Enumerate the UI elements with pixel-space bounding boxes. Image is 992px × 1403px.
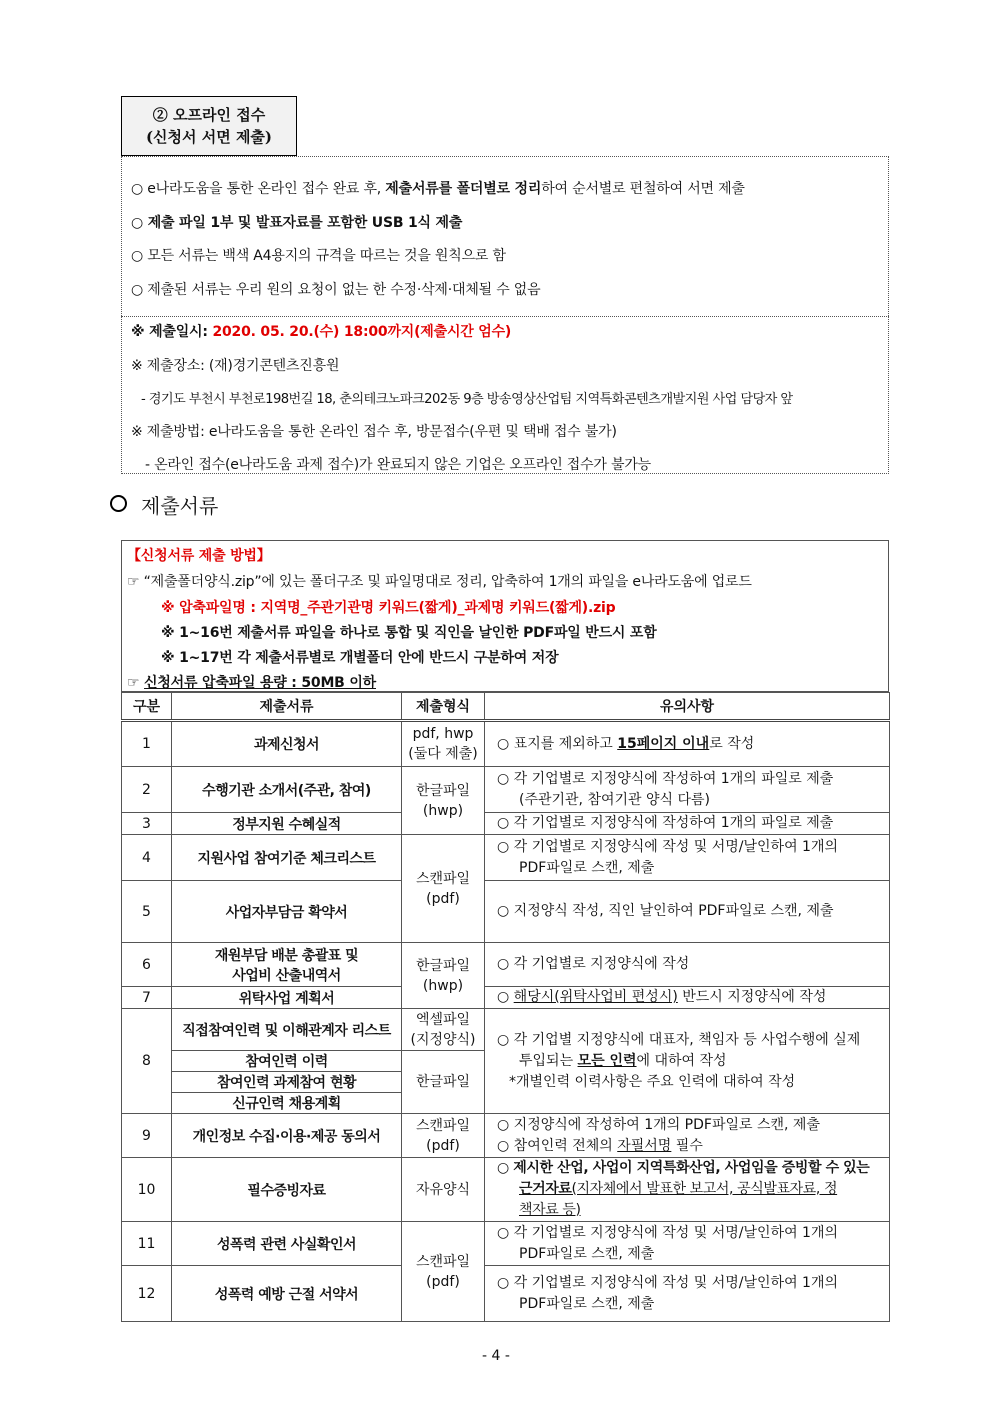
doc-name: 참여인력 과제참여 현황 (172, 1072, 402, 1093)
circle-bullet-icon (110, 495, 127, 512)
doc-name: 신규인력 채용계획 (172, 1093, 402, 1114)
doc-note: ○ 각 기업별로 지정양식에 작성 및 서명/날인하여 1개의 PDF파일로 스캔, 제출 (485, 835, 890, 881)
doc-format: 한글파일 (hwp) (402, 767, 485, 835)
method-label: ※ 제출방법: e나라도움을 통한 온라인 접수 후, 방문접수(우편 및 택배 접수 불가) (131, 424, 617, 440)
row-no: 4 (122, 835, 172, 881)
doc-name: 위탁사업 계획서 (172, 987, 402, 1009)
doc-format: 스캔파일 (pdf) (402, 835, 485, 943)
row-no: 1 (122, 721, 172, 767)
section-heading: 제출서류 (110, 490, 218, 519)
doc-name: 필수증빙자료 (172, 1158, 402, 1222)
method-line-5: ☞ 신청서류 압축파일 용량 : 50MB 이하 (127, 675, 376, 691)
row-no: 5 (122, 881, 172, 943)
offline-title-box (121, 96, 297, 156)
header-no: 구분 (122, 693, 172, 721)
doc-name: 과제신청서 (172, 721, 402, 767)
doc-note: ○ 각 기업별로 지정양식에 작성 및 서명/날인하여 1개의 PDF파일로 스캔, 제출 (485, 1266, 890, 1322)
place-label: ※ 제출장소: (재)경기콘텐츠진흥원 (131, 358, 340, 374)
table-row (122, 987, 890, 1009)
row-no: 6 (122, 943, 172, 987)
doc-format: pdf, hwp (둘다 제출) (402, 721, 485, 767)
page-number: - 4 - (482, 1348, 510, 1364)
doc-format: 한글파일 (402, 1051, 485, 1114)
doc-name: 직접참여인력 및 이해관계자 리스트 (172, 1009, 402, 1051)
table-row (122, 1114, 890, 1158)
row-no: 8 (122, 1009, 172, 1114)
table-row (122, 767, 890, 813)
doc-name: 성폭력 예방 근절 서약서 (172, 1266, 402, 1322)
doc-name: 개인정보 수집·이용·제공 동의서 (172, 1114, 402, 1158)
table-row (122, 943, 890, 987)
deadline: ※ 제출일시: 2020. 05. 20.(수) 18:00까지(제출시간 엄수) (131, 324, 512, 340)
offline-title-line1: ② 오프라인 접수 (152, 106, 266, 124)
row-no: 2 (122, 767, 172, 813)
header-doc: 제출서류 (172, 693, 402, 721)
doc-note: ○ 제시한 산업, 사업이 지역특화산업, 사업임을 증빙할 수 있는 근거자료(지자체에서 발표한 보고서, 공식발표자료, 정 책자료 등) (485, 1158, 890, 1222)
doc-note: ○ 각 기업별로 지정양식에 작성하여 1개의 파일로 제출 (주관기관, 참여기관 양식 다름) (485, 767, 890, 813)
doc-note: ○ 해당시(위탁사업비 편성시) 반드시 지정양식에 작성 (485, 987, 890, 1009)
doc-name: 참여인력 이력 (172, 1051, 402, 1072)
row-no: 12 (122, 1266, 172, 1322)
method-line-2: ※ 압축파일명 : 지역명_주관기관명 키워드(짧게)_과제명 키워드(짧게).zip (161, 600, 616, 616)
doc-format: 엑셀파일 (지정양식) (402, 1009, 485, 1051)
table-row (122, 835, 890, 881)
offline-item-1: ○ e나라도움을 통한 온라인 접수 완료 후, 제출서류를 폴더별로 정리하여 순서별로 편철하여 서면 제출 (131, 181, 745, 197)
doc-note: ○ 지정양식에 작성하여 1개의 PDF파일로 스캔, 제출 ○ 참여인력 전체의 자필서명 필수 (485, 1114, 890, 1158)
doc-note: ○ 각 기업별로 지정양식에 작성 (485, 943, 890, 987)
doc-format: 자유양식 (402, 1158, 485, 1222)
method-line-4: ※ 1~17번 각 제출서류별로 개별폴더 안에 반드시 구분하여 저장 (161, 650, 559, 666)
doc-note: ○ 각 기업별로 지정양식에 작성하여 1개의 파일로 제출 (485, 813, 890, 835)
table-row (122, 813, 890, 835)
table-row (122, 1009, 890, 1051)
doc-format: 스캔파일 (pdf) (402, 1222, 485, 1322)
header-format: 제출형식 (402, 693, 485, 721)
header-notes: 유의사항 (485, 693, 890, 721)
table-row (122, 1158, 890, 1222)
doc-name: 수행기관 소개서(주관, 참여) (172, 767, 402, 813)
doc-format: 스캔파일 (pdf) (402, 1114, 485, 1158)
table-header-row (122, 693, 890, 721)
doc-name: 정부지원 수혜실적 (172, 813, 402, 835)
doc-note: ○ 각 기업별 지정양식에 대표자, 책임자 등 사업수행에 실제 투입되는 모든 인력에 대하여 작성 *개별인력 이력사항은 주요 인력에 대하여 작성 (485, 1009, 890, 1114)
table-row (122, 1222, 890, 1266)
row-no: 10 (122, 1158, 172, 1222)
doc-note: ○ 지정양식 작성, 직인 날인하여 PDF파일로 스캔, 제출 (485, 881, 890, 943)
method-heading: 【신청서류 제출 방법】 (127, 548, 271, 564)
table-row (122, 1266, 890, 1322)
doc-format: 한글파일 (hwp) (402, 943, 485, 1009)
documents-table (121, 692, 890, 1322)
row-no: 11 (122, 1222, 172, 1266)
row-no: 3 (122, 813, 172, 835)
method-line-3: ※ 1~16번 제출서류 파일을 하나로 통합 및 직인을 날인한 PDF파일 반드시 포함 (161, 625, 657, 641)
place-detail: - 경기도 부천시 부천로198번길 18, 춘의테크노파크202동 9층 방송영상산업팀 지역특화콘텐츠개발지원 사업 담당자 앞 (141, 392, 793, 407)
row-no: 7 (122, 987, 172, 1009)
offline-title-line2: (신청서 서면 제출) (145, 128, 273, 146)
table-row (122, 881, 890, 943)
doc-name: 성폭력 관련 사실확인서 (172, 1222, 402, 1266)
method-detail: - 온라인 접수(e나라도움 과제 접수)가 완료되지 않은 기업은 오프라인 접수가 불가능 (145, 457, 651, 473)
offline-item-3: ○ 모든 서류는 백색 A4용지의 규격을 따르는 것을 원칙으로 함 (131, 248, 506, 264)
doc-name: 사업자부담금 확약서 (172, 881, 402, 943)
doc-name: 재원부담 배분 총괄표 및 사업비 산출내역서 (172, 943, 402, 987)
row-no: 9 (122, 1114, 172, 1158)
offline-separator (121, 316, 889, 317)
doc-note: ○ 표지를 제외하고 15페이지 이내로 작성 (485, 721, 890, 767)
method-line-1: ☞ “제출폴더양식.zip”에 있는 폴더구조 및 파일명대로 정리, 압축하여 1개의 파일을 e나라도움에 업로드 (127, 574, 752, 590)
offline-item-2: ○ 제출 파일 1부 및 발표자료를 포함한 USB 1식 제출 (131, 215, 463, 231)
offline-item-4: ○ 제출된 서류는 우리 원의 요청이 없는 한 수정·삭제·대체될 수 없음 (131, 282, 541, 298)
table-row (122, 721, 890, 767)
doc-note: ○ 각 기업별로 지정양식에 작성 및 서명/날인하여 1개의 PDF파일로 스캔, 제출 (485, 1222, 890, 1266)
doc-name: 지원사업 참여기준 체크리스트 (172, 835, 402, 881)
